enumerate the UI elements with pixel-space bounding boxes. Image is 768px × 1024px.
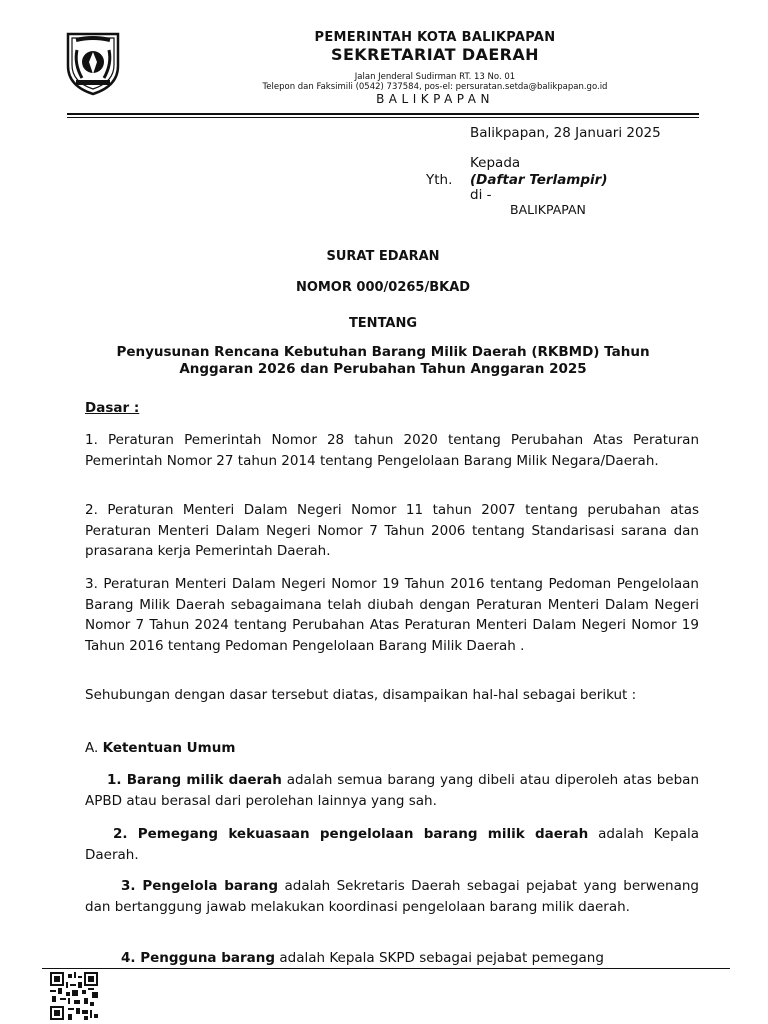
section-a-prefix: A. (85, 740, 99, 756)
subject-line-1: Penyusunan Rencana Kebutuhan Barang Milik Daerah (RKBMD) Tahun (116, 344, 650, 360)
section-a-heading (85, 738, 699, 759)
definition-desc: adalah Kepala Daerah. (85, 826, 699, 863)
definition-term: 1. Barang milik daerah (107, 772, 282, 788)
footer-rule (42, 968, 730, 969)
recipient-di: di - (470, 187, 492, 203)
dasar-heading: Dasar : (85, 400, 140, 416)
document-number: NOMOR 000/0265/BKAD (295, 280, 471, 295)
recipient-list: (Daftar Terlampir) (470, 172, 608, 188)
letterhead-contact: Telepon dan Faksimili (0542) 737584, pos-el: persuratan.setda@balikpapan.go.id (262, 82, 608, 92)
recipient-kepada: Kepada (470, 155, 521, 171)
definition-desc: adalah semua barang yang dibeli atau diperoleh atas beban APBD atau berasal dari perolehan lainnya yang sah. (85, 772, 699, 809)
dasar-item-1: 1. Peraturan Pemerintah Nomor 28 tahun 2020 tentang Perubahan Atas Peraturan Pemerintah Nomor 27 tahun 2014 tentang Pengelolaan Barang Milik Negara/Daerah. (85, 432, 699, 469)
recipient-yth: Yth. (426, 172, 453, 188)
section-a-title: Ketentuan Umum (102, 740, 236, 756)
document-type-title: SURAT EDARAN (326, 249, 440, 264)
city-seal-logo (62, 30, 124, 96)
definition-desc: adalah Sekretaris Daerah sebagai pejabat yang berwenang dan bertanggung jawab melakukan koordinasi pengelolaan barang milik daerah. (85, 878, 699, 915)
letterhead-address: Jalan Jenderal Sudirman RT. 13 No. 01 (354, 72, 516, 82)
definition-desc: adalah Kepala SKPD sebagai pejabat pemegang (275, 950, 604, 966)
subject-line-2: Anggaran 2026 dan Perubahan Tahun Anggaran 2025 (179, 361, 587, 377)
recipient-city: BALIKPAPAN (510, 202, 586, 217)
document-subject (67, 344, 699, 378)
definition-item-4 (85, 948, 699, 969)
intro-paragraph: Sehubungan dengan dasar tersebut diatas, disampaikan hal-hal sebagai berikut : (85, 687, 637, 703)
definition-item-2 (85, 824, 699, 865)
letterhead-rule-thick (67, 113, 699, 115)
qr-code-icon (50, 972, 98, 1020)
letterhead-city: BALIKPAPAN (376, 92, 494, 106)
definition-term: 4. Pengguna barang (121, 950, 276, 966)
definition-item-3 (85, 876, 699, 917)
letterhead-rule-thin (67, 117, 699, 118)
document-tentang: TENTANG (348, 316, 418, 331)
letterhead-office: SEKRETARIAT DAERAH (331, 45, 539, 64)
definition-term: 3. Pengelola barang (121, 878, 279, 894)
definition-item-1 (85, 770, 699, 811)
dasar-item-2: 2. Peraturan Menteri Dalam Negeri Nomor 11 tahun 2007 tentang perubahan atas Peraturan Menteri Dalam Negeri Nomor 7 Tahun 2006 tentang Standarisasi sarana dan prasarana kerja Pemerintah Daerah. (85, 502, 699, 559)
letterhead-government: PEMERINTAH KOTA BALIKPAPAN (314, 30, 556, 45)
definition-term: 2. Pemegang kekuasaan pengelolaan barang milik daerah (113, 826, 589, 842)
dasar-item-3: 3. Peraturan Menteri Dalam Negeri Nomor 19 Tahun 2016 tentang Pedoman Pengelolaan Barang Milik Daerah sebagaimana telah diubah dengan Peraturan Menteri Dalam Negeri Nomor 7 Tahun 2024 tentang Perubahan Atas Peraturan Menteri Dalam Negeri Nomor 19 Tahun 2016 tentang Pedoman Pengelolaan Barang Milik Daerah . (85, 576, 699, 654)
letter-date: Balikpapan, 28 Januari 2025 (470, 125, 661, 141)
